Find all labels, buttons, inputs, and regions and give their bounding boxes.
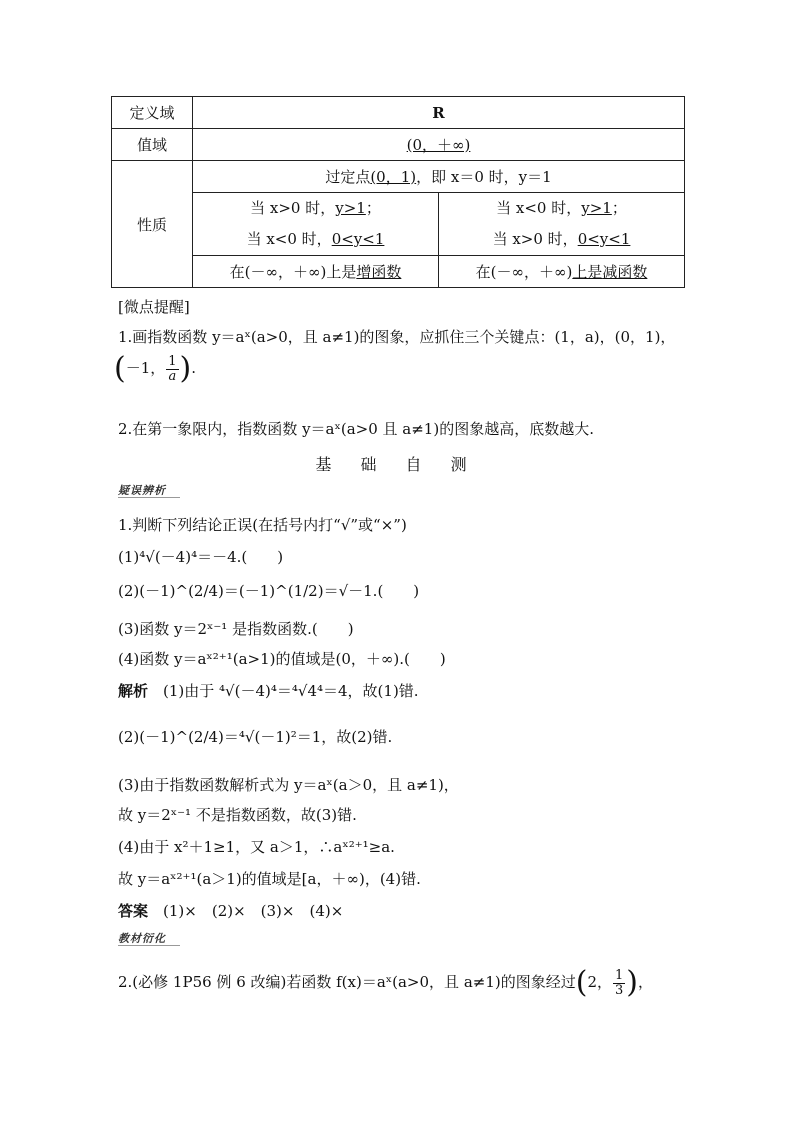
fraction: $\frac{1}{a}$ bbox=[168, 353, 177, 384]
exponential-properties-table bbox=[111, 96, 685, 288]
domain-label: 定义域 bbox=[112, 97, 193, 129]
increasing-monotonic-cell: 在(－∞，＋∞)上是增函数 bbox=[193, 256, 439, 288]
tag-textbook-derivation: 教材衍化 bbox=[118, 932, 166, 945]
analysis-4: (4)由于 x²＋1≥1，又 a＞1，∴aˣ²⁺¹≥a. bbox=[118, 838, 395, 856]
tag-mistake-analysis: 疑误辨析 bbox=[118, 484, 166, 497]
tip-title: [微点提醒] bbox=[118, 298, 190, 316]
question-1-statement-3: (3)函数 y＝2ˣ⁻¹ 是指数函数.( ) bbox=[118, 620, 354, 638]
question-1-statement-2: (2)(－1)^(2/4)＝(－1)^(1/2)＝√－1.( ) bbox=[118, 582, 420, 600]
analysis-4b: 故 y＝aˣ²⁺¹(a＞1)的值域是[a，＋∞)，(4)错. bbox=[118, 870, 421, 888]
decreasing-monotonic-cell: 在(－∞，＋∞)上是减函数 bbox=[438, 256, 684, 288]
question-1-statement-4: (4)函数 y＝aˣ²⁺¹(a>1)的值域是(0，＋∞).( ) bbox=[118, 650, 446, 668]
answer-line: 答案 (1)× (2)× (3)× (4)× bbox=[118, 902, 344, 920]
tag-underline bbox=[118, 945, 180, 946]
property-label: 性质 bbox=[112, 161, 193, 288]
range-value: (0，＋∞) bbox=[406, 136, 471, 154]
section-title: 基 础 自 测 bbox=[315, 455, 479, 474]
range-label: 值域 bbox=[112, 129, 193, 161]
tip-item-2: 2.在第一象限内，指数函数 y＝aˣ(a>0 且 a≠1)的图象越高，底数越大. bbox=[118, 420, 594, 438]
tip-item-1-point: (－1， $\frac{1}{a}$ ). bbox=[114, 351, 197, 386]
analysis-1: 解析 (1)由于 ⁴√(－4)⁴＝⁴√4⁴＝4，故(1)错. bbox=[118, 682, 419, 700]
question-2: 2.(必修 1P56 例 6 改编)若函数 f(x)＝aˣ(a>0，且 a≠1)的图象经过(2， $\frac{1}{3}$ )， bbox=[118, 965, 654, 1000]
question-1-stem: 1.判断下列结论正误(在括号内打“√”或“×”) bbox=[118, 516, 407, 534]
fixed-point-cell: 过定点(0，1)，即 x＝0 时，y＝1 bbox=[193, 161, 685, 193]
question-1-statement-1: (1)⁴√(－4)⁴＝－4.( ) bbox=[118, 548, 284, 566]
tip-item-1: 1.画指数函数 y＝aˣ(a>0，且 a≠1)的图象，应抓住三个关键点：(1，a)，(0，1)， bbox=[118, 328, 676, 346]
analysis-3b: 故 y＝2ˣ⁻¹ 不是指数函数，故(3)错. bbox=[118, 806, 357, 824]
decreasing-case-cell: 当 x<0 时，y>1； 当 x>0 时，0<y<1 bbox=[438, 193, 684, 256]
increasing-case-cell: 当 x>0 时，y>1； 当 x<0 时，0<y<1 bbox=[193, 193, 439, 256]
analysis-3: (3)由于指数函数解析式为 y＝aˣ(a＞0，且 a≠1)， bbox=[118, 776, 459, 794]
tag-underline bbox=[118, 497, 180, 498]
fraction: $\frac{1}{3}$ bbox=[615, 967, 624, 998]
analysis-2: (2)(－1)^(2/4)＝⁴√(－1)²＝1，故(2)错. bbox=[118, 728, 393, 746]
domain-value: R bbox=[193, 97, 685, 129]
